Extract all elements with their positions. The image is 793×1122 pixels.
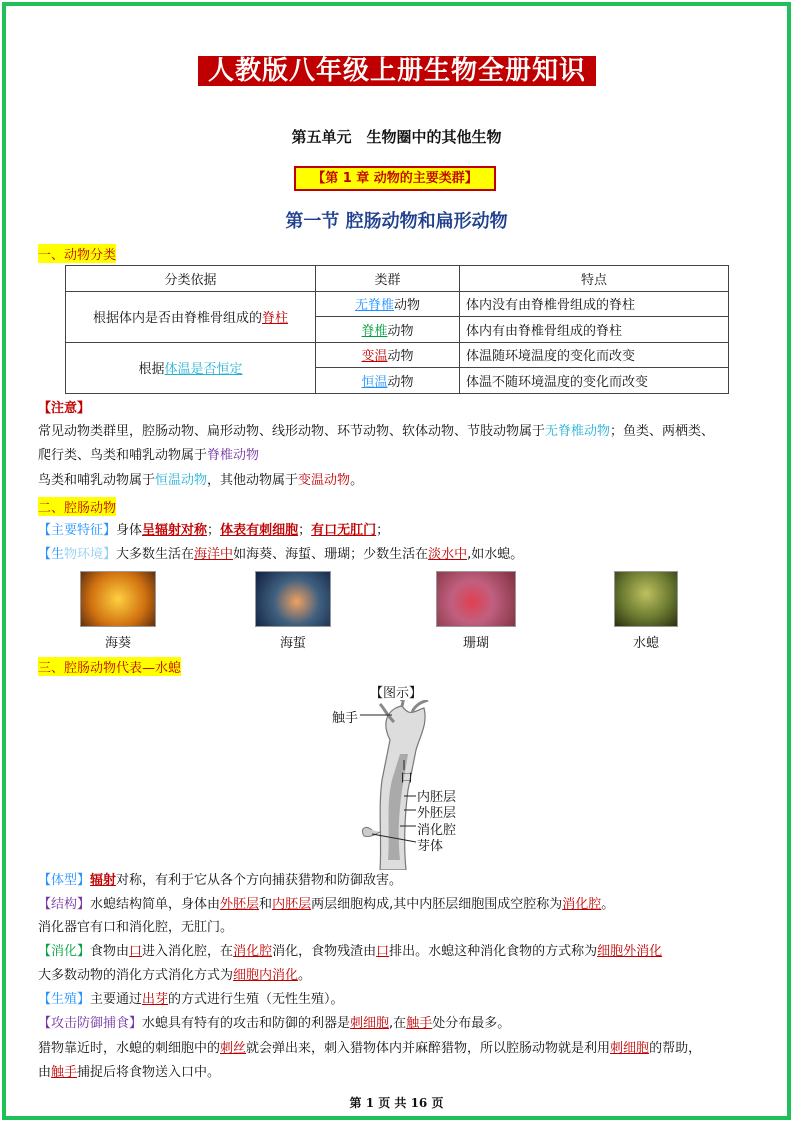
text: 处分布最多。 <box>432 1016 511 1031</box>
text: 鸟类和哺乳动物属于 <box>38 473 156 488</box>
label: 【生 <box>38 547 65 562</box>
keyword: 海洋中 <box>194 547 234 562</box>
text: 大多数动物的消化方式消化方式为 <box>38 968 234 983</box>
hydra-photo <box>614 571 678 627</box>
body-shape-line <box>38 872 402 890</box>
text: 爬行类、鸟类和哺乳动物属于 <box>38 448 208 463</box>
keyword: 消化腔 <box>562 897 602 912</box>
label: 【生殖】 <box>38 992 91 1007</box>
text: 的方式进行生殖（无性生殖）。 <box>168 992 344 1007</box>
group-suffix: 动物 <box>387 323 414 339</box>
text: 对称，有利于它从各个方向捕获猎物和防御敌害。 <box>116 873 403 888</box>
text: ； <box>298 523 312 538</box>
digestion-line <box>38 943 662 961</box>
label: 【体型】 <box>38 873 91 888</box>
label: 【消化】 <box>38 944 91 959</box>
table-cell-feature: 体内没有由脊椎骨组成的脊柱 <box>460 291 729 317</box>
text: 。 <box>601 897 615 912</box>
note-line-1 <box>38 423 714 441</box>
label: 【主要特征】 <box>38 523 117 538</box>
coral-photo <box>436 571 516 627</box>
text: ,在 <box>389 1016 407 1031</box>
table-row <box>66 342 729 368</box>
text: 两层细胞构成,其中内胚层细胞围成空腔称为 <box>311 897 563 912</box>
heading-hydra: 三、腔肠动物代表—水螅 <box>38 657 181 676</box>
heading-coelenterate: 二、腔肠动物 <box>38 497 116 516</box>
keyword: 外胚层 <box>220 897 260 912</box>
photo-caption: 海蜇 <box>279 636 306 651</box>
label: 物环境】 <box>64 547 117 562</box>
diagram-title: 【图示】 <box>370 686 423 701</box>
text: 猎物靠近时，水螅的刺细胞中的 <box>38 1041 221 1056</box>
label-endoderm: 内胚层 <box>417 790 457 805</box>
keyword: 触手 <box>51 1065 78 1080</box>
table-cell-basis <box>66 291 316 342</box>
text: 。 <box>350 473 364 488</box>
table-header: 特点 <box>460 266 729 292</box>
table-cell-feature: 体温不随环境温度的变化而改变 <box>460 368 729 394</box>
table-cell-basis <box>66 342 316 393</box>
text: 如海葵、海蜇、珊瑚；少数生活在 <box>233 547 429 562</box>
table-cell-group <box>316 342 460 368</box>
note-label: 【注意】 <box>38 401 91 416</box>
group-key: 变温 <box>361 349 388 365</box>
table-header: 分类依据 <box>66 266 316 292</box>
keyword: 淡水中 <box>428 547 468 562</box>
basis-key: 体温是否恒定 <box>164 362 243 377</box>
keyword: 内胚层 <box>272 897 312 912</box>
feature-line <box>38 522 389 540</box>
label-digestive-cavity: 消化腔 <box>417 823 457 838</box>
table-cell-feature: 体内有由脊椎骨组成的脊柱 <box>460 317 729 343</box>
heading-classify: 一、动物分类 <box>38 244 116 263</box>
text: 主要通过 <box>90 992 143 1007</box>
text: 身体 <box>116 523 143 538</box>
label-ectoderm: 外胚层 <box>417 806 457 821</box>
photo-caption: 水螅 <box>632 636 659 651</box>
group-key: 无脊椎 <box>354 298 394 314</box>
structure-line <box>38 896 614 914</box>
basis-text: 根据体内是否由脊椎骨组成的 <box>92 311 262 326</box>
text: ； <box>376 523 390 538</box>
group-suffix: 动物 <box>387 349 414 365</box>
defense-line <box>38 1015 510 1033</box>
table-cell-group <box>316 368 460 394</box>
page-footer: 第 1 页 共 16 页 <box>349 1096 444 1110</box>
text: 排出。水螅这种消化食物的方式称为 <box>389 944 598 959</box>
label: 【攻击防御捕食】 <box>38 1016 143 1031</box>
group-suffix: 动物 <box>387 374 414 390</box>
text: 消化，食物残渣由 <box>272 944 377 959</box>
keyword: 脊椎动物 <box>207 448 260 463</box>
keyword: 消化腔 <box>233 944 273 959</box>
text: 常见动物类群里，腔肠动物、扁形动物、线形动物、环节动物、软体动物、节肢动物属于 <box>38 424 546 439</box>
text: 进入消化腔，在 <box>142 944 234 959</box>
keyword: 口 <box>129 944 143 959</box>
structure-line-2: 消化器官有口和消化腔，无肛门。 <box>38 920 234 935</box>
label-mouth: 口 <box>400 771 414 786</box>
section-heading: 第一节 腔肠动物和扁形动物 <box>285 211 508 232</box>
keyword: 刺丝 <box>220 1041 247 1056</box>
text: 和 <box>259 897 273 912</box>
note-line-2 <box>38 447 259 465</box>
unit-heading: 第五单元 生物圈中的其他生物 <box>291 128 502 146</box>
chapter-heading: 【第 1 章 动物的主要类群】 <box>294 166 496 191</box>
text: 。 <box>298 968 312 983</box>
keyword: 细胞外消化 <box>597 944 663 959</box>
table-cell-group <box>316 291 460 317</box>
text: 捕捉后将食物送入口中。 <box>77 1065 221 1080</box>
text: ，其他动物属于 <box>207 473 299 488</box>
keyword: 恒温动物 <box>155 473 208 488</box>
document-title: 人教版八年级上册生物全册知识总结 <box>198 56 596 86</box>
table-header-row <box>66 266 729 292</box>
text: 水螅具有特有的攻击和防御的利器是 <box>142 1016 351 1031</box>
keyword: 刺细胞 <box>610 1041 650 1056</box>
keyword: 辐射 <box>90 873 117 888</box>
text: 的帮助， <box>649 1041 702 1056</box>
basis-text: 根据 <box>138 362 165 377</box>
text: 水螅结构简单，身体由 <box>90 897 221 912</box>
digestion-line-2 <box>38 967 311 985</box>
classification-table <box>65 265 729 394</box>
keyword: 刺细胞 <box>350 1016 390 1031</box>
group-key: 脊椎 <box>361 323 388 339</box>
text: 由 <box>38 1065 52 1080</box>
label: 【结构】 <box>38 897 91 912</box>
label-bud: 芽体 <box>417 839 444 854</box>
text: 大多数生活在 <box>116 547 195 562</box>
table-row <box>66 291 729 317</box>
env-line <box>38 546 523 564</box>
sea-anemone-photo <box>80 571 156 627</box>
text: 就会弹出来，刺入猎物体内并麻醉猎物，所以腔肠动物就是利用 <box>246 1041 611 1056</box>
keyword: 体表有刺细胞 <box>220 523 299 538</box>
text: 食物由 <box>90 944 130 959</box>
table-header: 类群 <box>316 266 460 292</box>
table-cell-group <box>316 317 460 343</box>
text: ； <box>207 523 221 538</box>
basis-key: 脊柱 <box>262 311 289 326</box>
note-line-3 <box>38 472 363 490</box>
keyword: 触手 <box>406 1016 433 1031</box>
keyword: 口 <box>376 944 390 959</box>
reproduction-line <box>38 991 344 1009</box>
text: ,如水螅。 <box>467 547 524 562</box>
keyword: 有口无肛门 <box>311 523 377 538</box>
keyword: 无脊椎动物 <box>545 424 611 439</box>
keyword: 细胞内消化 <box>233 968 299 983</box>
keyword: 变温动物 <box>298 473 351 488</box>
defense-line-3 <box>38 1064 220 1082</box>
keyword: 呈辐射对称 <box>142 523 208 538</box>
defense-line-2 <box>38 1040 701 1058</box>
jellyfish-photo <box>255 571 331 627</box>
photo-caption: 珊瑚 <box>462 636 489 651</box>
keyword: 出芽 <box>142 992 169 1007</box>
label-tentacle: 触手 <box>332 711 359 726</box>
group-key: 恒温 <box>361 374 388 390</box>
photo-caption: 海葵 <box>104 636 131 651</box>
table-cell-feature: 体温随环境温度的变化而改变 <box>460 342 729 368</box>
text: ；鱼类、两栖类、 <box>610 424 715 439</box>
group-suffix: 动物 <box>394 298 421 314</box>
